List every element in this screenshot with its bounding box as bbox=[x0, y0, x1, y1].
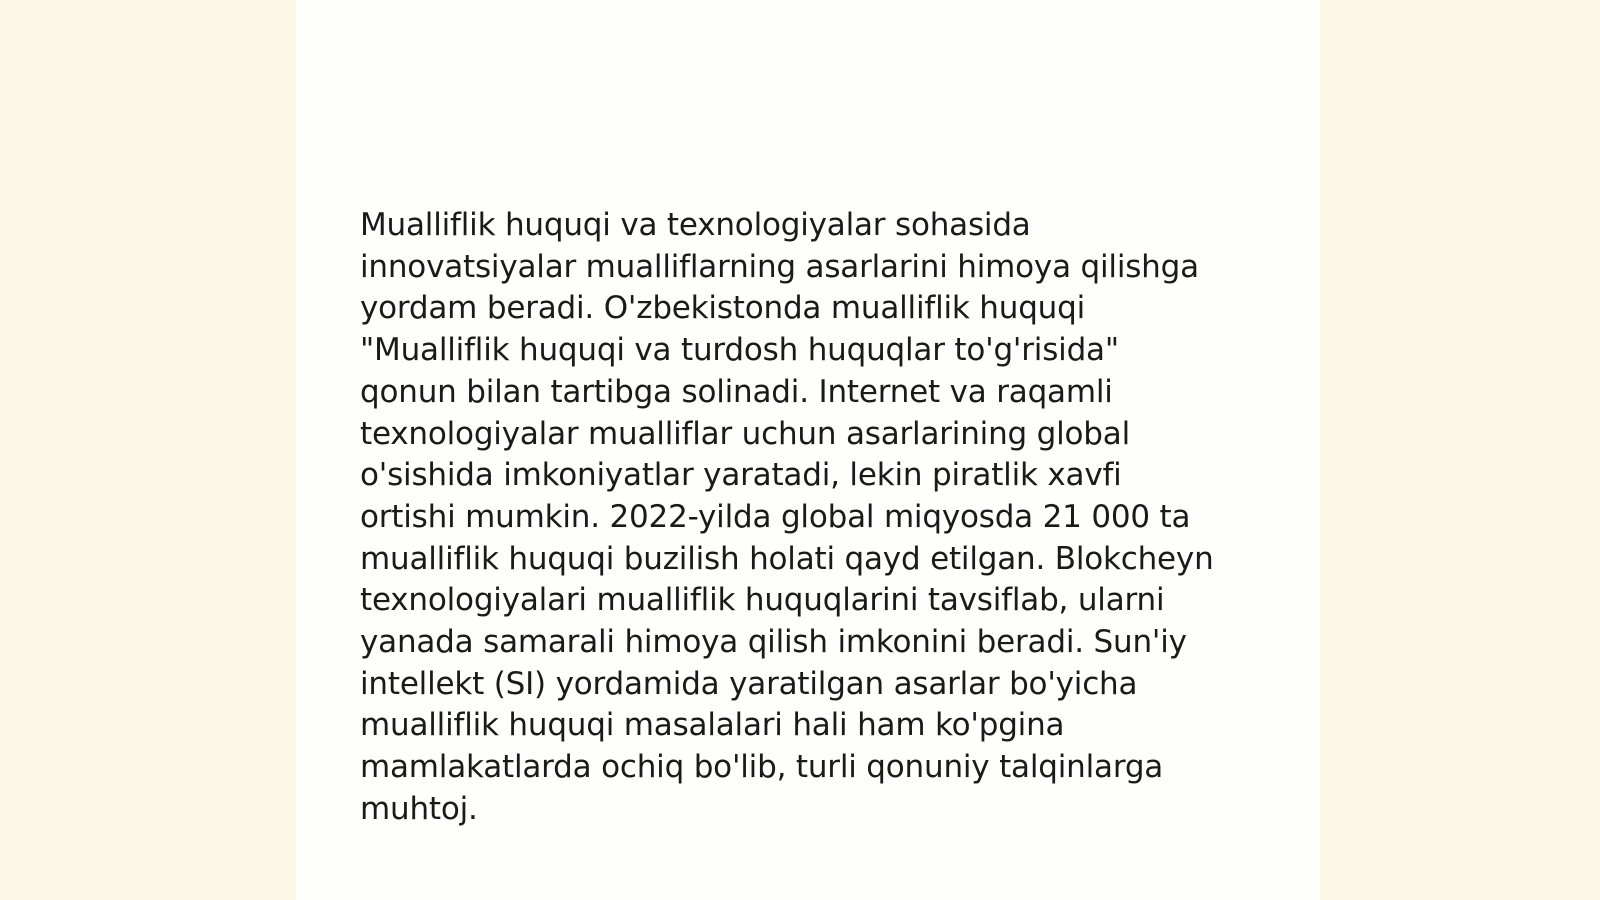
document-content bbox=[360, 205, 1220, 831]
document-page bbox=[296, 0, 1320, 900]
body-paragraph: Mualliflik huquqi va texnologiyalar sohasida innovatsiyalar mualliflarning asarlarini himoya qilishga yordam beradi. O'zbekistonda mualliflik huquqi "Mualliflik huquqi va turdosh huquqlar to'g'risida" qonun bilan tartibga solinadi. Internet va raqamli texnologiyalar mualliflar uchun asarlarining global o'sishida imkoniyatlar yaratadi, lekin piratlik xavfi ortishi mumkin. 2022-yilda global miqyosda 21 000 ta mualliflik huquqi buzilish holati qayd etilgan. Blokcheyn texnologiyalari mualliflik huquqlarini tavsiflab, ularni yanada samarali himoya qilish imkonini beradi. Sun'iy intellekt (SI) yordamida yaratilgan asarlar bo'yicha mualliflik huquqi masalalari hali ham ko'pgina mamlakatlarda ochiq bo'lib, turli qonuniy talqinlarga muhtoj. bbox=[360, 207, 1214, 827]
